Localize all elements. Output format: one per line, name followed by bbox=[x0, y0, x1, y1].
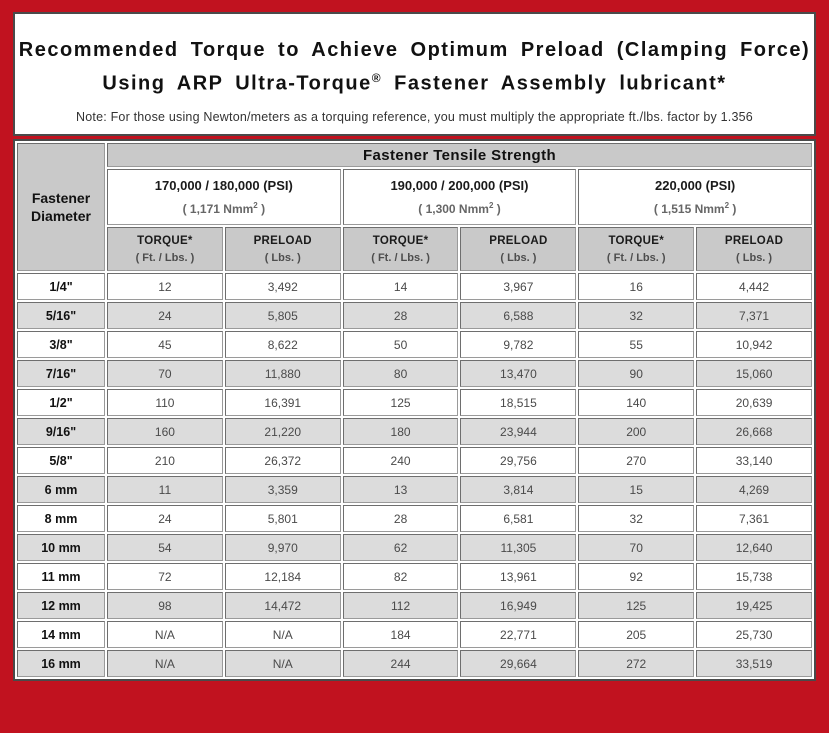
preload-cell: 6,588 bbox=[460, 302, 576, 329]
preload-cell: 12,184 bbox=[225, 563, 341, 590]
torque-cell: 72 bbox=[107, 563, 223, 590]
torque-cell: 12 bbox=[107, 273, 223, 300]
preload-cell: 16,391 bbox=[225, 389, 341, 416]
torque-cell: 98 bbox=[107, 592, 223, 619]
nmm-superscript: 2 bbox=[253, 201, 258, 210]
diameter-cell: 16 mm bbox=[17, 650, 105, 677]
diameter-cell: 1/2" bbox=[17, 389, 105, 416]
nmm-close: ) bbox=[257, 202, 266, 216]
torque-cell: N/A bbox=[107, 650, 223, 677]
preload-header-unit: ( Lbs. ) bbox=[264, 251, 301, 264]
torque-cell: 270 bbox=[578, 447, 694, 474]
preload-cell: 25,730 bbox=[696, 621, 812, 648]
torque-cell: 112 bbox=[343, 592, 459, 619]
diameter-cell: 5/16" bbox=[17, 302, 105, 329]
diameter-cell: 6 mm bbox=[17, 476, 105, 503]
torque-cell: 54 bbox=[107, 534, 223, 561]
preload-cell: 13,470 bbox=[460, 360, 576, 387]
torque-cell: 55 bbox=[578, 331, 694, 358]
nmm-label bbox=[579, 201, 811, 216]
torque-column-header bbox=[343, 227, 459, 271]
torque-cell: 210 bbox=[107, 447, 223, 474]
diameter-cell: 14 mm bbox=[17, 621, 105, 648]
nmm-close: ) bbox=[493, 202, 501, 216]
torque-cell: 125 bbox=[578, 592, 694, 619]
conversion-note: Note: For those using Newton/meters as a torquing reference, you must multiply the appropriate ft./lbs. factor by 1.356 bbox=[76, 109, 753, 124]
nmm-close: ) bbox=[729, 202, 737, 216]
diameter-cell: 7/16" bbox=[17, 360, 105, 387]
torque-cell: 11 bbox=[107, 476, 223, 503]
tensile-strength-header-row bbox=[17, 143, 812, 167]
preload-column-header bbox=[225, 227, 341, 271]
torque-cell: 24 bbox=[107, 505, 223, 532]
nmm-superscript: 2 bbox=[724, 201, 730, 210]
preload-cell: 23,944 bbox=[460, 418, 576, 445]
nmm-superscript: 2 bbox=[488, 201, 494, 210]
preload-cell: 21,220 bbox=[225, 418, 341, 445]
torque-cell: 70 bbox=[578, 534, 694, 561]
torque-header-unit: ( Ft. / Lbs. ) bbox=[371, 251, 430, 264]
torque-cell: 205 bbox=[578, 621, 694, 648]
torque-cell: 28 bbox=[343, 302, 459, 329]
preload-cell: 5,801 bbox=[225, 505, 341, 532]
diameter-cell: 11 mm bbox=[17, 563, 105, 590]
preload-cell: N/A bbox=[225, 621, 341, 648]
preload-cell: 33,519 bbox=[696, 650, 812, 677]
table-row bbox=[17, 360, 812, 387]
preload-cell: 3,967 bbox=[460, 273, 576, 300]
page-title-line2 bbox=[15, 64, 814, 98]
psi-header-row bbox=[17, 169, 812, 225]
registered-mark: ® bbox=[371, 71, 383, 85]
preload-cell: N/A bbox=[225, 650, 341, 677]
preload-cell: 33,140 bbox=[696, 447, 812, 474]
preload-cell: 3,359 bbox=[225, 476, 341, 503]
torque-cell: 110 bbox=[107, 389, 223, 416]
torque-cell: N/A bbox=[107, 621, 223, 648]
preload-column-header bbox=[460, 227, 576, 271]
torque-cell: 125 bbox=[343, 389, 459, 416]
nmm-value: ( 1,515 Nmm bbox=[653, 202, 725, 216]
fastener-diameter-header-line2: Diameter bbox=[31, 208, 91, 224]
torque-cell: 13 bbox=[343, 476, 459, 503]
torque-cell: 92 bbox=[578, 563, 694, 590]
torque-cell: 160 bbox=[107, 418, 223, 445]
torque-header-label: TORQUE* bbox=[608, 234, 665, 247]
preload-cell: 9,782 bbox=[460, 331, 576, 358]
title-line2-prefix: Using ARP Ultra-Torque bbox=[102, 72, 372, 95]
torque-cell: 240 bbox=[343, 447, 459, 474]
torque-cell: 45 bbox=[107, 331, 223, 358]
diameter-cell: 1/4" bbox=[17, 273, 105, 300]
torque-cell: 24 bbox=[107, 302, 223, 329]
preload-cell: 15,060 bbox=[696, 360, 812, 387]
preload-cell: 29,756 bbox=[460, 447, 576, 474]
table-row bbox=[17, 563, 812, 590]
table-row bbox=[17, 273, 812, 300]
torque-cell: 32 bbox=[578, 505, 694, 532]
torque-cell: 90 bbox=[578, 360, 694, 387]
preload-cell: 19,425 bbox=[696, 592, 812, 619]
preload-cell: 22,771 bbox=[460, 621, 576, 648]
torque-cell: 184 bbox=[343, 621, 459, 648]
psi-group-170-180 bbox=[107, 169, 341, 225]
table-row bbox=[17, 418, 812, 445]
preload-cell: 10,942 bbox=[696, 331, 812, 358]
torque-cell: 15 bbox=[578, 476, 694, 503]
torque-header-unit: ( Ft. / Lbs. ) bbox=[135, 251, 195, 264]
torque-cell: 140 bbox=[578, 389, 694, 416]
table-row bbox=[17, 476, 812, 503]
torque-cell: 244 bbox=[343, 650, 459, 677]
table-row bbox=[17, 447, 812, 474]
torque-cell: 80 bbox=[343, 360, 459, 387]
nmm-value: ( 1,171 Nmm bbox=[182, 202, 254, 216]
torque-cell: 200 bbox=[578, 418, 694, 445]
preload-cell: 5,805 bbox=[225, 302, 341, 329]
torque-cell: 272 bbox=[578, 650, 694, 677]
nmm-label bbox=[344, 201, 576, 216]
preload-cell: 4,269 bbox=[696, 476, 812, 503]
title-panel bbox=[13, 12, 816, 136]
title-line2-suffix: Fastener Assembly lubricant* bbox=[382, 72, 727, 95]
preload-cell: 26,372 bbox=[225, 447, 341, 474]
preload-cell: 8,622 bbox=[225, 331, 341, 358]
preload-cell: 7,361 bbox=[696, 505, 812, 532]
diameter-cell: 5/8" bbox=[17, 447, 105, 474]
table-row bbox=[17, 389, 812, 416]
nmm-value: ( 1,300 Nmm bbox=[418, 202, 489, 216]
torque-cell: 82 bbox=[343, 563, 459, 590]
preload-cell: 14,472 bbox=[225, 592, 341, 619]
psi-group-220 bbox=[578, 169, 812, 225]
torque-cell: 70 bbox=[107, 360, 223, 387]
preload-cell: 3,492 bbox=[225, 273, 341, 300]
torque-cell: 14 bbox=[343, 273, 459, 300]
torque-column-header bbox=[578, 227, 694, 271]
preload-cell: 16,949 bbox=[460, 592, 576, 619]
table-row bbox=[17, 331, 812, 358]
content-area bbox=[13, 12, 816, 681]
torque-cell: 62 bbox=[343, 534, 459, 561]
preload-header-unit: ( Lbs. ) bbox=[500, 251, 537, 264]
preload-cell: 20,639 bbox=[696, 389, 812, 416]
torque-preload-header-row bbox=[17, 227, 812, 271]
fastener-diameter-header bbox=[17, 143, 105, 271]
preload-cell: 9,970 bbox=[225, 534, 341, 561]
torque-header-label: TORQUE* bbox=[137, 234, 193, 247]
preload-cell: 26,668 bbox=[696, 418, 812, 445]
torque-cell: 180 bbox=[343, 418, 459, 445]
table-row bbox=[17, 621, 812, 648]
psi-label: 170,000 / 180,000 (PSI) bbox=[154, 178, 293, 193]
table-row bbox=[17, 650, 812, 677]
torque-cell: 16 bbox=[578, 273, 694, 300]
preload-header-label: PRELOAD bbox=[253, 234, 312, 247]
preload-cell: 7,371 bbox=[696, 302, 812, 329]
diameter-cell: 3/8" bbox=[17, 331, 105, 358]
preload-cell: 15,738 bbox=[696, 563, 812, 590]
diameter-cell: 9/16" bbox=[17, 418, 105, 445]
preload-cell: 3,814 bbox=[460, 476, 576, 503]
preload-header-label: PRELOAD bbox=[724, 234, 784, 247]
table-row bbox=[17, 505, 812, 532]
torque-column-header bbox=[107, 227, 223, 271]
preload-column-header bbox=[696, 227, 812, 271]
preload-cell: 11,305 bbox=[460, 534, 576, 561]
torque-header-unit: ( Ft. / Lbs. ) bbox=[606, 251, 666, 264]
torque-cell: 28 bbox=[343, 505, 459, 532]
preload-cell: 12,640 bbox=[696, 534, 812, 561]
psi-label: 220,000 (PSI) bbox=[655, 178, 736, 193]
diameter-cell: 12 mm bbox=[17, 592, 105, 619]
preload-cell: 13,961 bbox=[460, 563, 576, 590]
nmm-label bbox=[108, 201, 340, 216]
fastener-diameter-header-line1: Fastener bbox=[31, 190, 91, 206]
torque-cell: 50 bbox=[343, 331, 459, 358]
torque-cell: 32 bbox=[578, 302, 694, 329]
torque-spec-table bbox=[13, 139, 816, 681]
torque-header-label: TORQUE* bbox=[372, 234, 429, 247]
preload-header-unit: ( Lbs. ) bbox=[736, 251, 773, 264]
preload-cell: 18,515 bbox=[460, 389, 576, 416]
preload-cell: 11,880 bbox=[225, 360, 341, 387]
psi-group-190-200 bbox=[343, 169, 577, 225]
preload-header-label: PRELOAD bbox=[489, 234, 548, 247]
diameter-cell: 8 mm bbox=[17, 505, 105, 532]
table-row bbox=[17, 592, 812, 619]
table-row bbox=[17, 534, 812, 561]
preload-cell: 4,442 bbox=[696, 273, 812, 300]
tensile-strength-header: Fastener Tensile Strength bbox=[107, 143, 812, 167]
psi-label: 190,000 / 200,000 (PSI) bbox=[390, 178, 529, 193]
page-title-line1: Recommended Torque to Achieve Optimum Preload (Clamping Force) bbox=[18, 39, 811, 61]
preload-cell: 29,664 bbox=[460, 650, 576, 677]
table-row bbox=[17, 302, 812, 329]
diameter-cell: 10 mm bbox=[17, 534, 105, 561]
preload-cell: 6,581 bbox=[460, 505, 576, 532]
